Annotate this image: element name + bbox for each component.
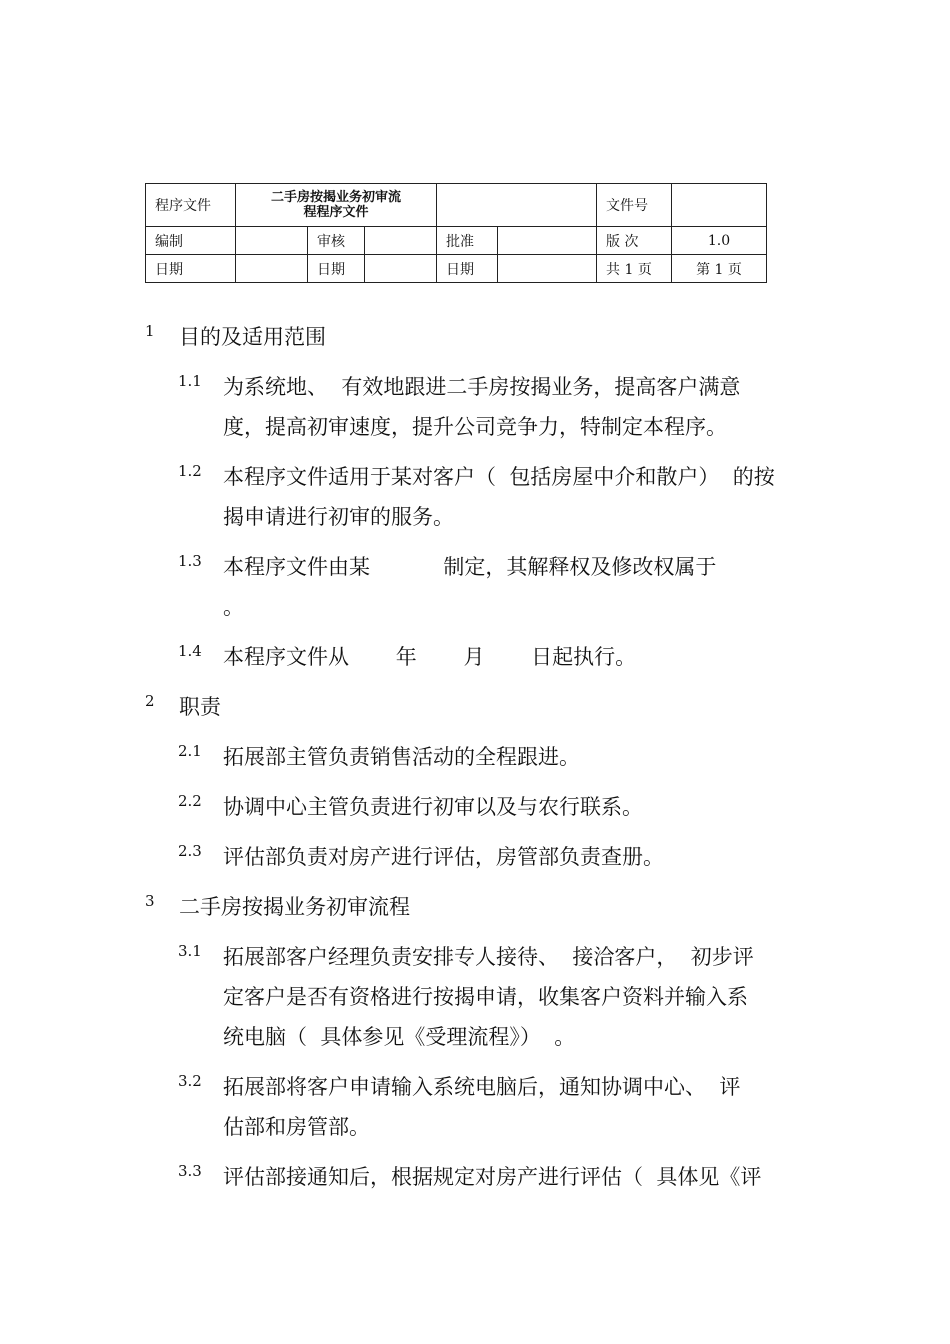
item-text: 本程序文件适用于某对客户（ 包括房屋中介和散户） 的按 揭申请进行初审的服务。 — [223, 465, 775, 529]
doc-no-value — [672, 184, 767, 227]
document-header-table — [145, 183, 767, 283]
item-number: 1.3 — [178, 552, 202, 570]
doc-no-label: 文件号 — [597, 184, 672, 227]
empty-cell — [437, 184, 597, 227]
reviewer-label: 审核 — [308, 227, 365, 255]
item-text: 本程序文件由某 制定，其解释权及修改权属于 。 — [223, 555, 717, 619]
item-number: 3.2 — [178, 1072, 202, 1090]
total-pages: 共 1 页 — [597, 255, 672, 283]
item-number: 1.2 — [178, 462, 202, 480]
edit-date-value — [236, 255, 308, 283]
section-number: 2 — [145, 692, 155, 710]
item-number: 2.3 — [178, 842, 202, 860]
section-title: 目的及适用范围 — [179, 325, 326, 349]
item-number: 3.3 — [178, 1162, 202, 1180]
editor-label: 编制 — [146, 227, 236, 255]
item-number: 2.1 — [178, 742, 202, 760]
version-label: 版 次 — [597, 227, 672, 255]
review-date-label: 日期 — [308, 255, 365, 283]
section-number: 3 — [145, 892, 155, 910]
edit-date-label: 日期 — [146, 255, 236, 283]
item-text: 评估部接通知后，根据规定对房产进行评估（ 具体见《评 — [223, 1165, 762, 1189]
approve-date-label: 日期 — [437, 255, 498, 283]
item-text: 本程序文件从 年 月 日起执行。 — [223, 645, 637, 669]
item-number: 1.1 — [178, 372, 202, 390]
doc-title-line1: 二手房按揭业务初审流 — [271, 190, 402, 205]
page-number: 第 1 页 — [672, 255, 767, 283]
item-text: 拓展部主管负责销售活动的全程跟进。 — [223, 745, 580, 769]
approve-date-value — [498, 255, 597, 283]
item-text: 拓展部客户经理负责安排专人接待、 接洽客户， 初步评 定客户是否有资格进行按揭申请，收集客户资料并输入系 统电脑（ 具体参见《受理流程》） 。 — [223, 945, 754, 1049]
item-number: 1.4 — [178, 642, 202, 660]
item-text: 拓展部将客户申请输入系统电脑后，通知协调中心、 评 估部和房管部。 — [223, 1075, 741, 1139]
section-title: 二手房按揭业务初审流程 — [179, 895, 410, 919]
doc-title-cell — [236, 184, 437, 227]
item-number: 3.1 — [178, 942, 202, 960]
item-text: 为系统地、 有效地跟进二手房按揭业务，提高客户满意 度，提高初审速度，提升公司竞争力，特制定本程序。 — [223, 375, 741, 439]
approver-label: 批准 — [437, 227, 498, 255]
doc-type-label: 程序文件 — [146, 184, 236, 227]
editor-value — [236, 227, 308, 255]
version-value: 1.0 — [672, 227, 767, 255]
reviewer-value — [365, 227, 437, 255]
item-number: 2.2 — [178, 792, 202, 810]
section-number: 1 — [145, 322, 155, 340]
section-title: 职责 — [179, 695, 221, 719]
review-date-value — [365, 255, 437, 283]
item-text: 协调中心主管负责进行初审以及与农行联系。 — [223, 795, 643, 819]
approver-value — [498, 227, 597, 255]
item-text: 评估部负责对房产进行评估，房管部负责查册。 — [223, 845, 664, 869]
doc-title-line2: 程程序文件 — [303, 205, 369, 220]
